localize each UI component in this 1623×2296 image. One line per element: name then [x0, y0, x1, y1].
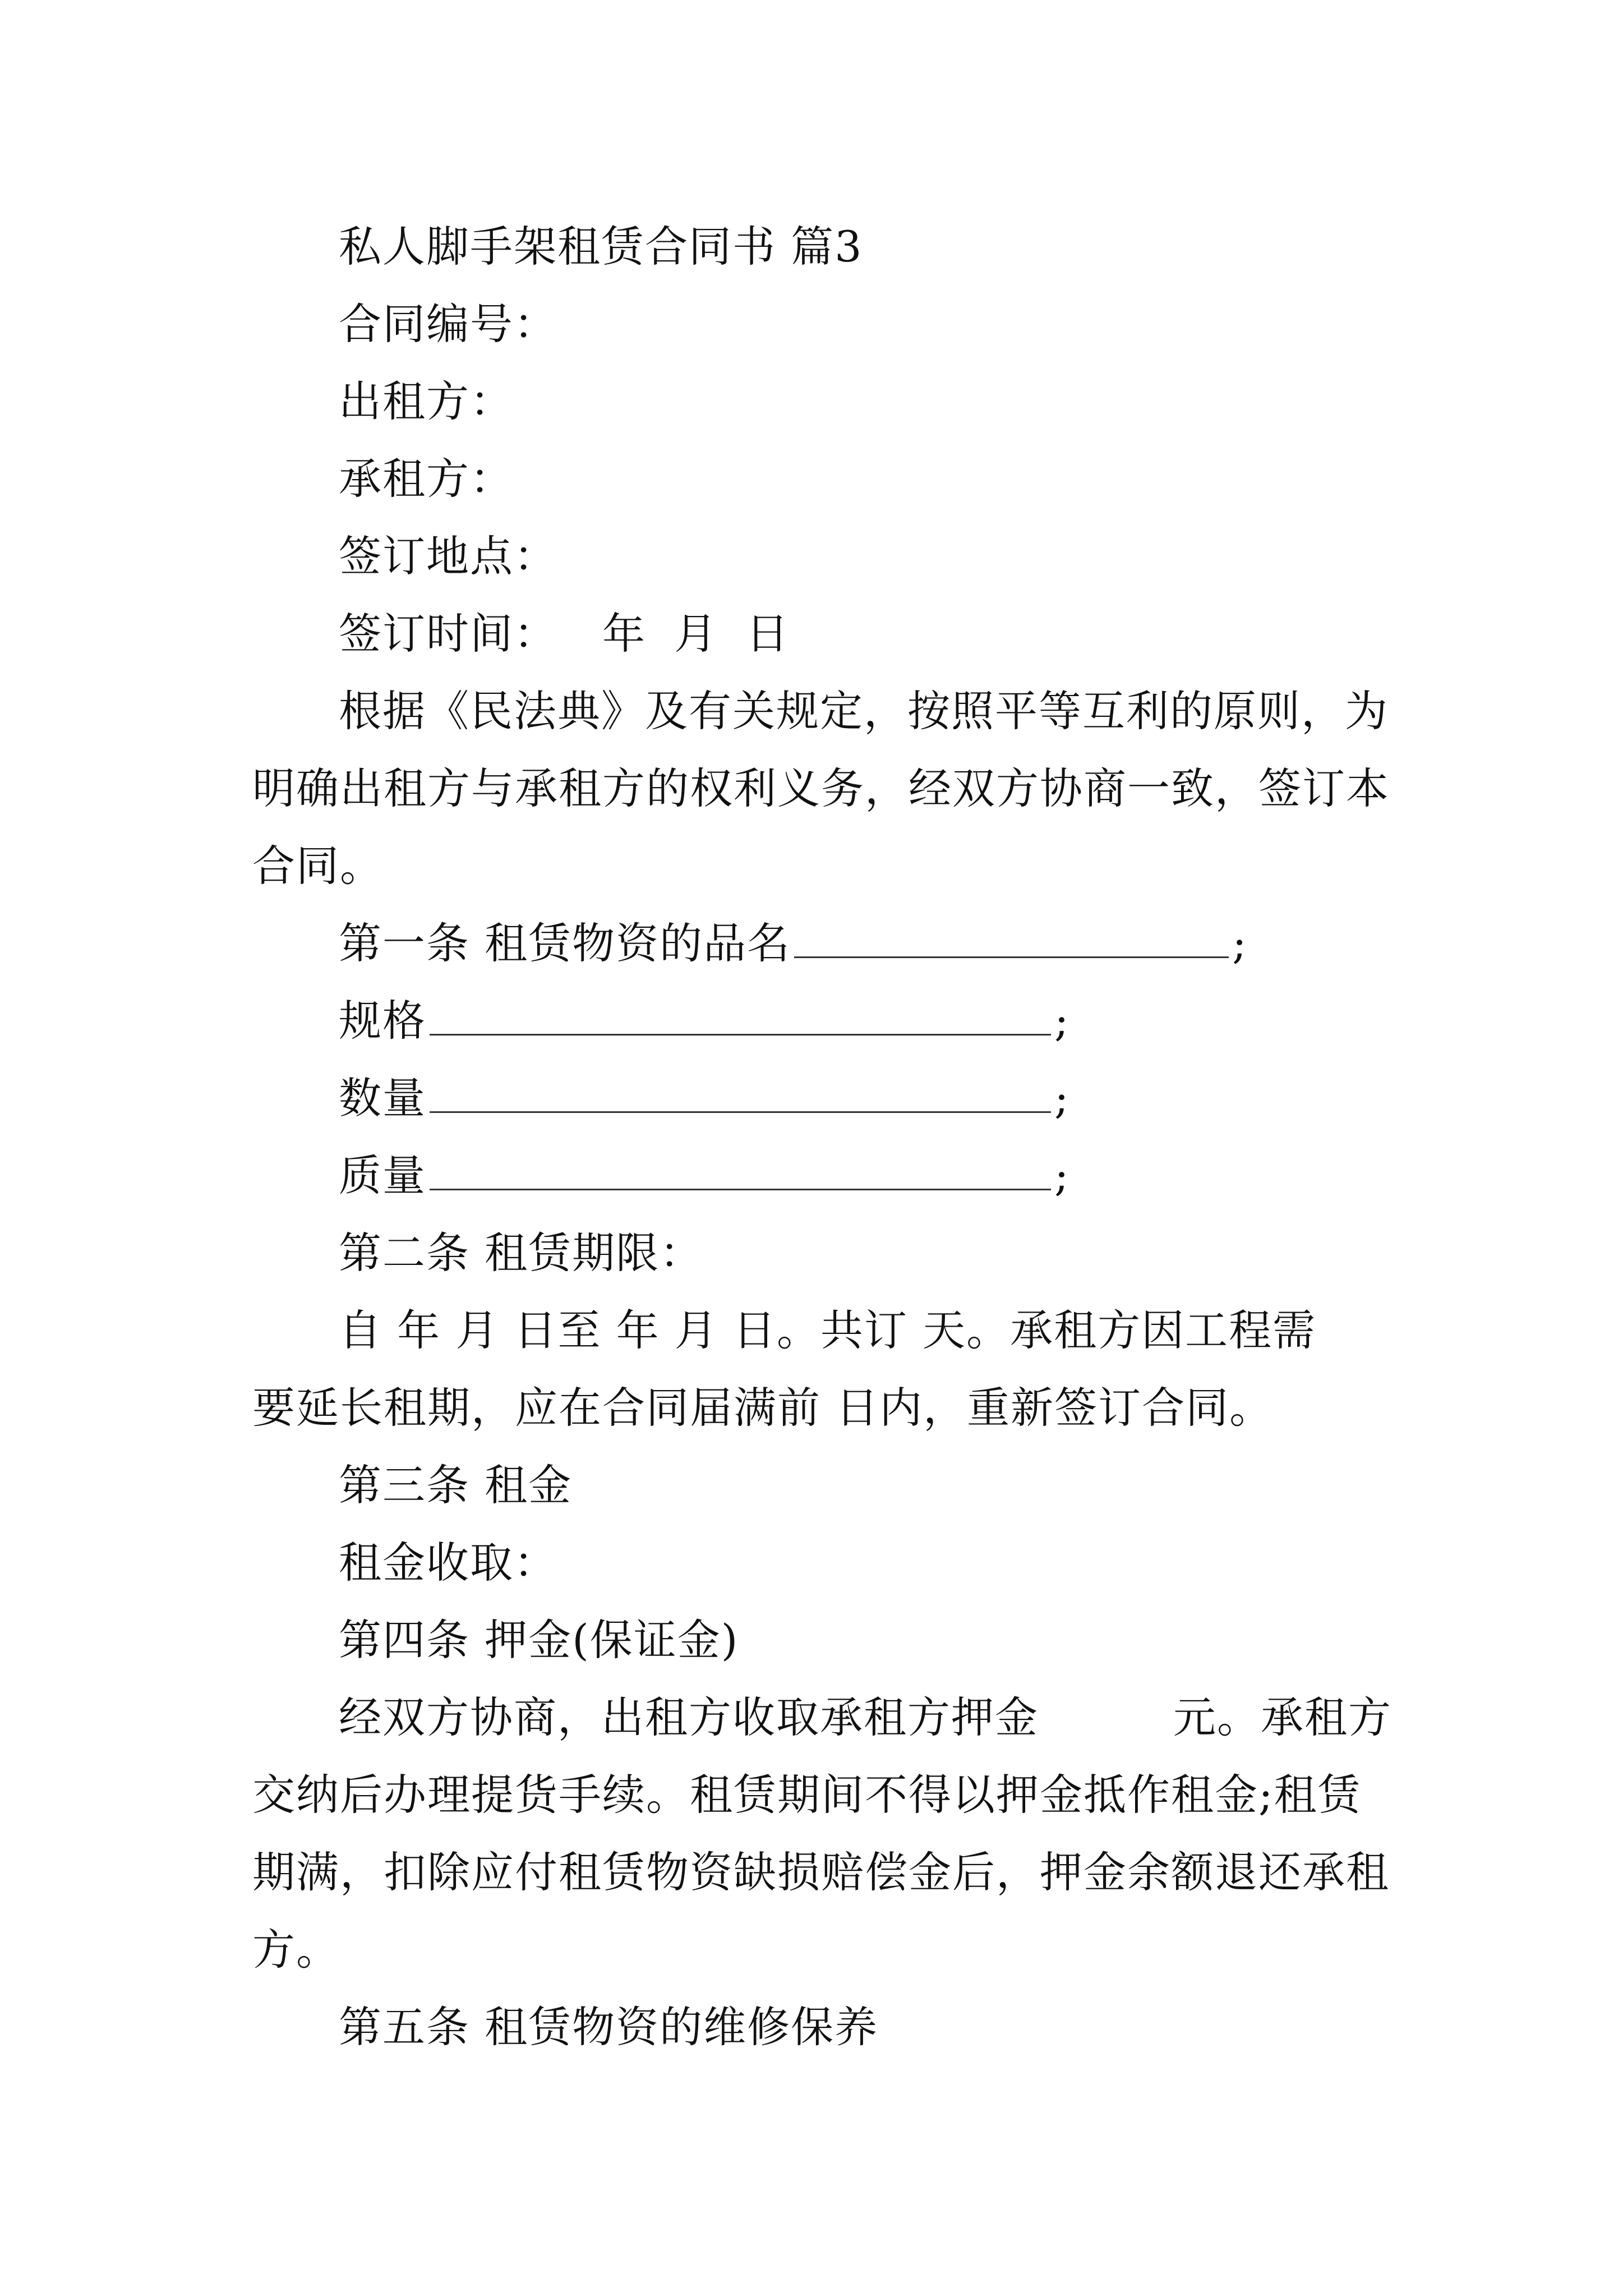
sign-time-label: 签订时间： [339, 609, 557, 659]
article-4-line-1 [339, 1691, 1392, 1745]
intro-paragraph-line-1: 根据《民法典》及有关规定，按照平等互利的原则，为 [339, 686, 1389, 736]
deposit-text: 经双方协商，出租方收取承租方押金 [339, 1692, 1039, 1742]
quantity-line [339, 1071, 1385, 1125]
spec-end: ; [1054, 996, 1070, 1046]
rent-collection-label: 租金收取： [339, 1538, 557, 1588]
article-1-label: 第一条 租赁物资的品名 [339, 918, 791, 968]
quality-blank [430, 1149, 1051, 1190]
quality-label: 质量 [339, 1151, 426, 1200]
article-3-label: 第三条 租金 [339, 1460, 573, 1510]
article-1-end: ; [1232, 918, 1248, 968]
article-4-label: 第四条 押金(保证金) [339, 1615, 739, 1665]
intro-paragraph-line-3: 合同。 [252, 841, 384, 891]
article-2-line-2: 要延长租期，应在合同届满前 日内，重新签订合同。 [252, 1383, 1274, 1433]
spec-line [339, 994, 1385, 1048]
quality-line [339, 1149, 1385, 1203]
article-5-label: 第五条 租赁物资的维修保养 [339, 2002, 879, 2052]
lessee-label: 承租方： [339, 454, 514, 504]
spec-label: 规格 [339, 996, 426, 1046]
deposit-unit-text: 元。承租方 [1173, 1692, 1392, 1742]
spec-blank [430, 995, 1051, 1036]
article-4-line-3: 期满，扣除应付租赁物资缺损赔偿金后，押金余额退还承租 [252, 1847, 1390, 1897]
lessor-label: 出租方： [339, 376, 514, 426]
article-4-line-4: 方。 [252, 1925, 340, 1975]
article-2-line-1: 自 年 月 日至 年 月 日。共订 天。承租方因工程需 [339, 1305, 1317, 1355]
contract-number-label: 合同编号： [339, 299, 557, 349]
sign-time-year: 年 [602, 609, 646, 659]
sign-place-label: 签订地点： [339, 531, 557, 581]
article-4-line-2: 交纳后办理提货手续。租赁期间不得以押金抵作租金;租赁 [252, 1770, 1362, 1820]
article-1-line [339, 917, 1385, 970]
sign-time-day: 日 [746, 609, 790, 659]
quantity-end: ; [1054, 1073, 1070, 1123]
intro-paragraph-line-2: 明确出租方与承租方的权利义务，经双方协商一致，签订本 [252, 763, 1390, 813]
quality-end: ; [1054, 1151, 1070, 1200]
sign-time-line [339, 607, 1385, 661]
quantity-label: 数量 [339, 1073, 426, 1123]
article-2-label: 第二条 租赁期限： [339, 1228, 704, 1278]
document-title: 私人脚手架租赁合同书 篇3 [339, 222, 863, 272]
quantity-blank [430, 1072, 1051, 1113]
sign-time-month: 月 [674, 609, 718, 659]
product-name-blank [794, 917, 1229, 958]
